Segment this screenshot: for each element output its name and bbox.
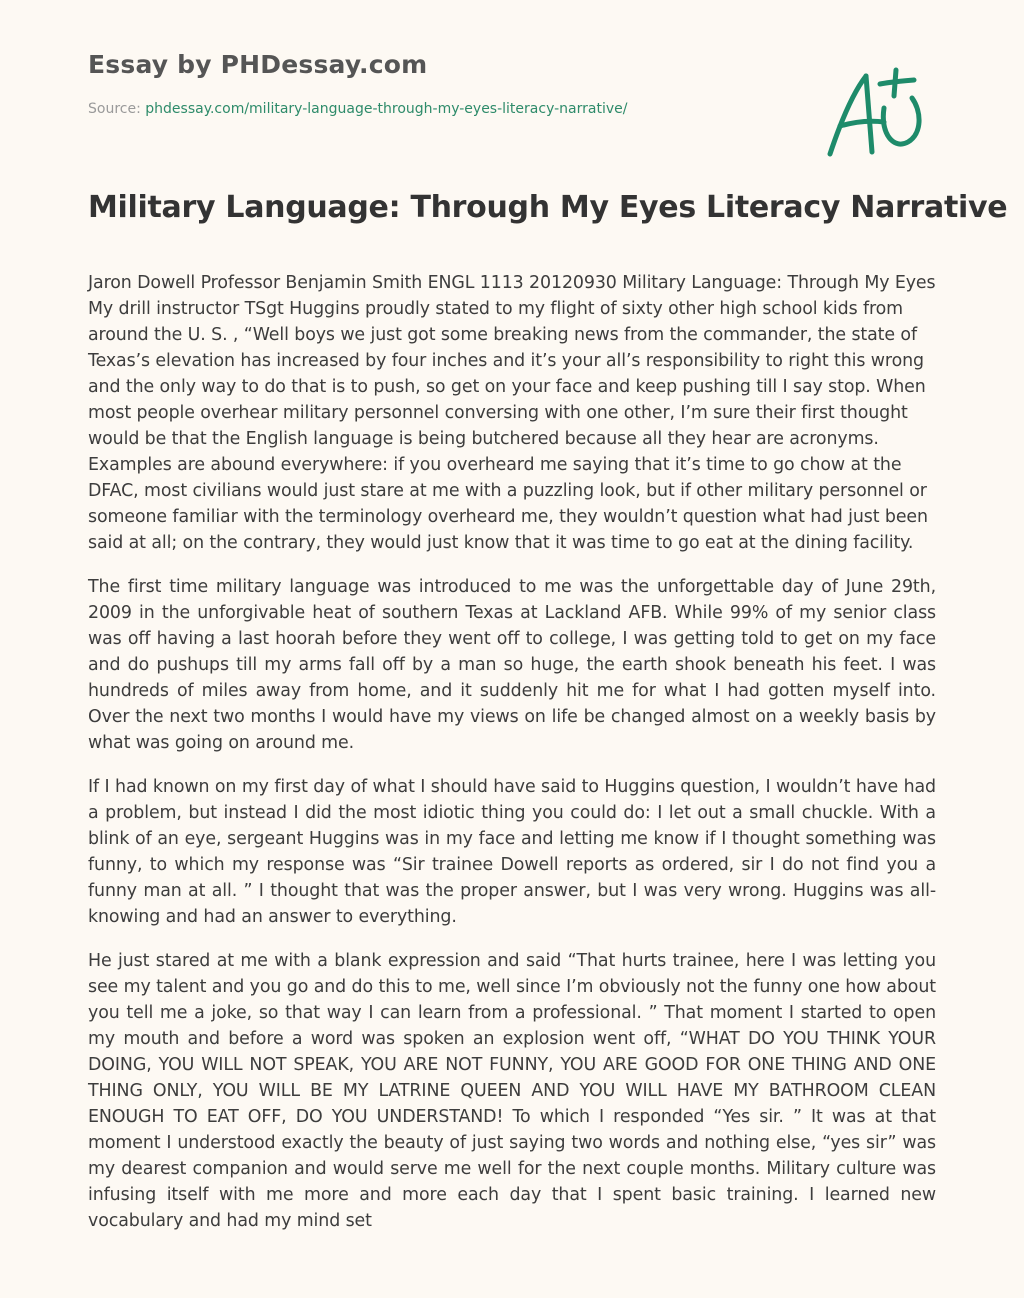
source-link[interactable]: phdessay.com/military-language-through-my-eyes-literacy-narrative/	[145, 101, 628, 117]
a-plus-grade-icon	[822, 64, 932, 164]
essay-paragraph: He just stared at me with a blank expression and said “That hurts trainee, here I was letting you see my talent and you go and do this to me, well since I’m obviously not the funny one how about you tell me a joke, so that way I can learn from a professional. ” That moment I started to open my mouth and before a word was spoken an explosion went off, “WHAT DO YOU THINK YOUR DOING, YOU WILL NOT SPEAK, YOU ARE NOT FUNNY, YOU ARE GOOD FOR ONE THING AND ONE THING ONLY, YOU WILL BE MY LATRINE QUEEN AND YOU WILL HAVE MY BATHROOM CLEAN ENOUGH TO EAT OFF, DO YOU UNDERSTAND! To which I responded “Yes sir. ” It was at that moment I understood exactly the beauty of just saying two words and nothing else, “yes sir” was my dearest companion and would serve me well for the next couple months. Military culture was infusing itself with me more and more each day that I spent basic training. I learned new vocabulary and had my mind set	[88, 951, 936, 1231]
essay-paragraph: The first time military language was introduced to me was the unforgettable day of June 29th, 2009 in the unforgivable heat of southern Texas at Lackland AFB. While 99% of my senior class was off having a last hoorah before they went off to college, I was getting told to get on my face and do pushups till my arms fall off by a man so huge, the earth shook beneath his feet. I was hundreds of miles away from home, and it suddenly hit me for what I had gotten myself into. Over the next two months I would have my views on life be changed almost on a weekly basis by what was going on around me.	[88, 577, 936, 753]
essay-paragraph: If I had known on my first day of what I should have said to Huggins question, I wouldn’t have had a problem, but instead I did the most idiotic thing you could do: I let out a small chuckle. With a blink of an eye, sergeant Huggins was in my face and letting me know if I thought something was funny, to which my response was “Sir trainee Dowell reports as ordered, sir I do not find you a funny man at all. ” I thought that was the proper answer, but I was very wrong. Huggins was all-knowing and had an answer to everything.	[88, 777, 936, 927]
essay-title: Military Language: Through My Eyes Literacy Narrative	[88, 190, 1008, 225]
essay-body	[88, 270, 936, 1252]
site-brand[interactable]: Essay by PHDessay.com	[88, 50, 428, 79]
source-line	[88, 101, 627, 117]
source-label: Source:	[88, 101, 146, 117]
essay-paragraph: Jaron Dowell Professor Benjamin Smith ENGL 1113 20120930 Military Language: Through My Eyes My drill instructor TSgt Huggins proudly stated to my flight of sixty other high school kids from around the U. S. , “Well boys we just got some breaking news from the commander, the state of Texas’s elevation has increased by four inches and it’s your all’s responsibility to right this wrong and the only way to do that is to push, so get on your face and keep pushing till I say stop. When most people overhear military personnel conversing with one other, I’m sure their first thought would be that the English language is being butchered because all they hear are acronyms. Examples are abound everywhere: if you overheard me saying that it’s time to go chow at the DFAC, most civilians would just stare at me with a puzzling look, but if other military personnel or someone familiar with the terminology overheard me, they wouldn’t question what had just been said at all; on the contrary, they would just know that it was time to go eat at the dining facility.	[88, 273, 936, 553]
